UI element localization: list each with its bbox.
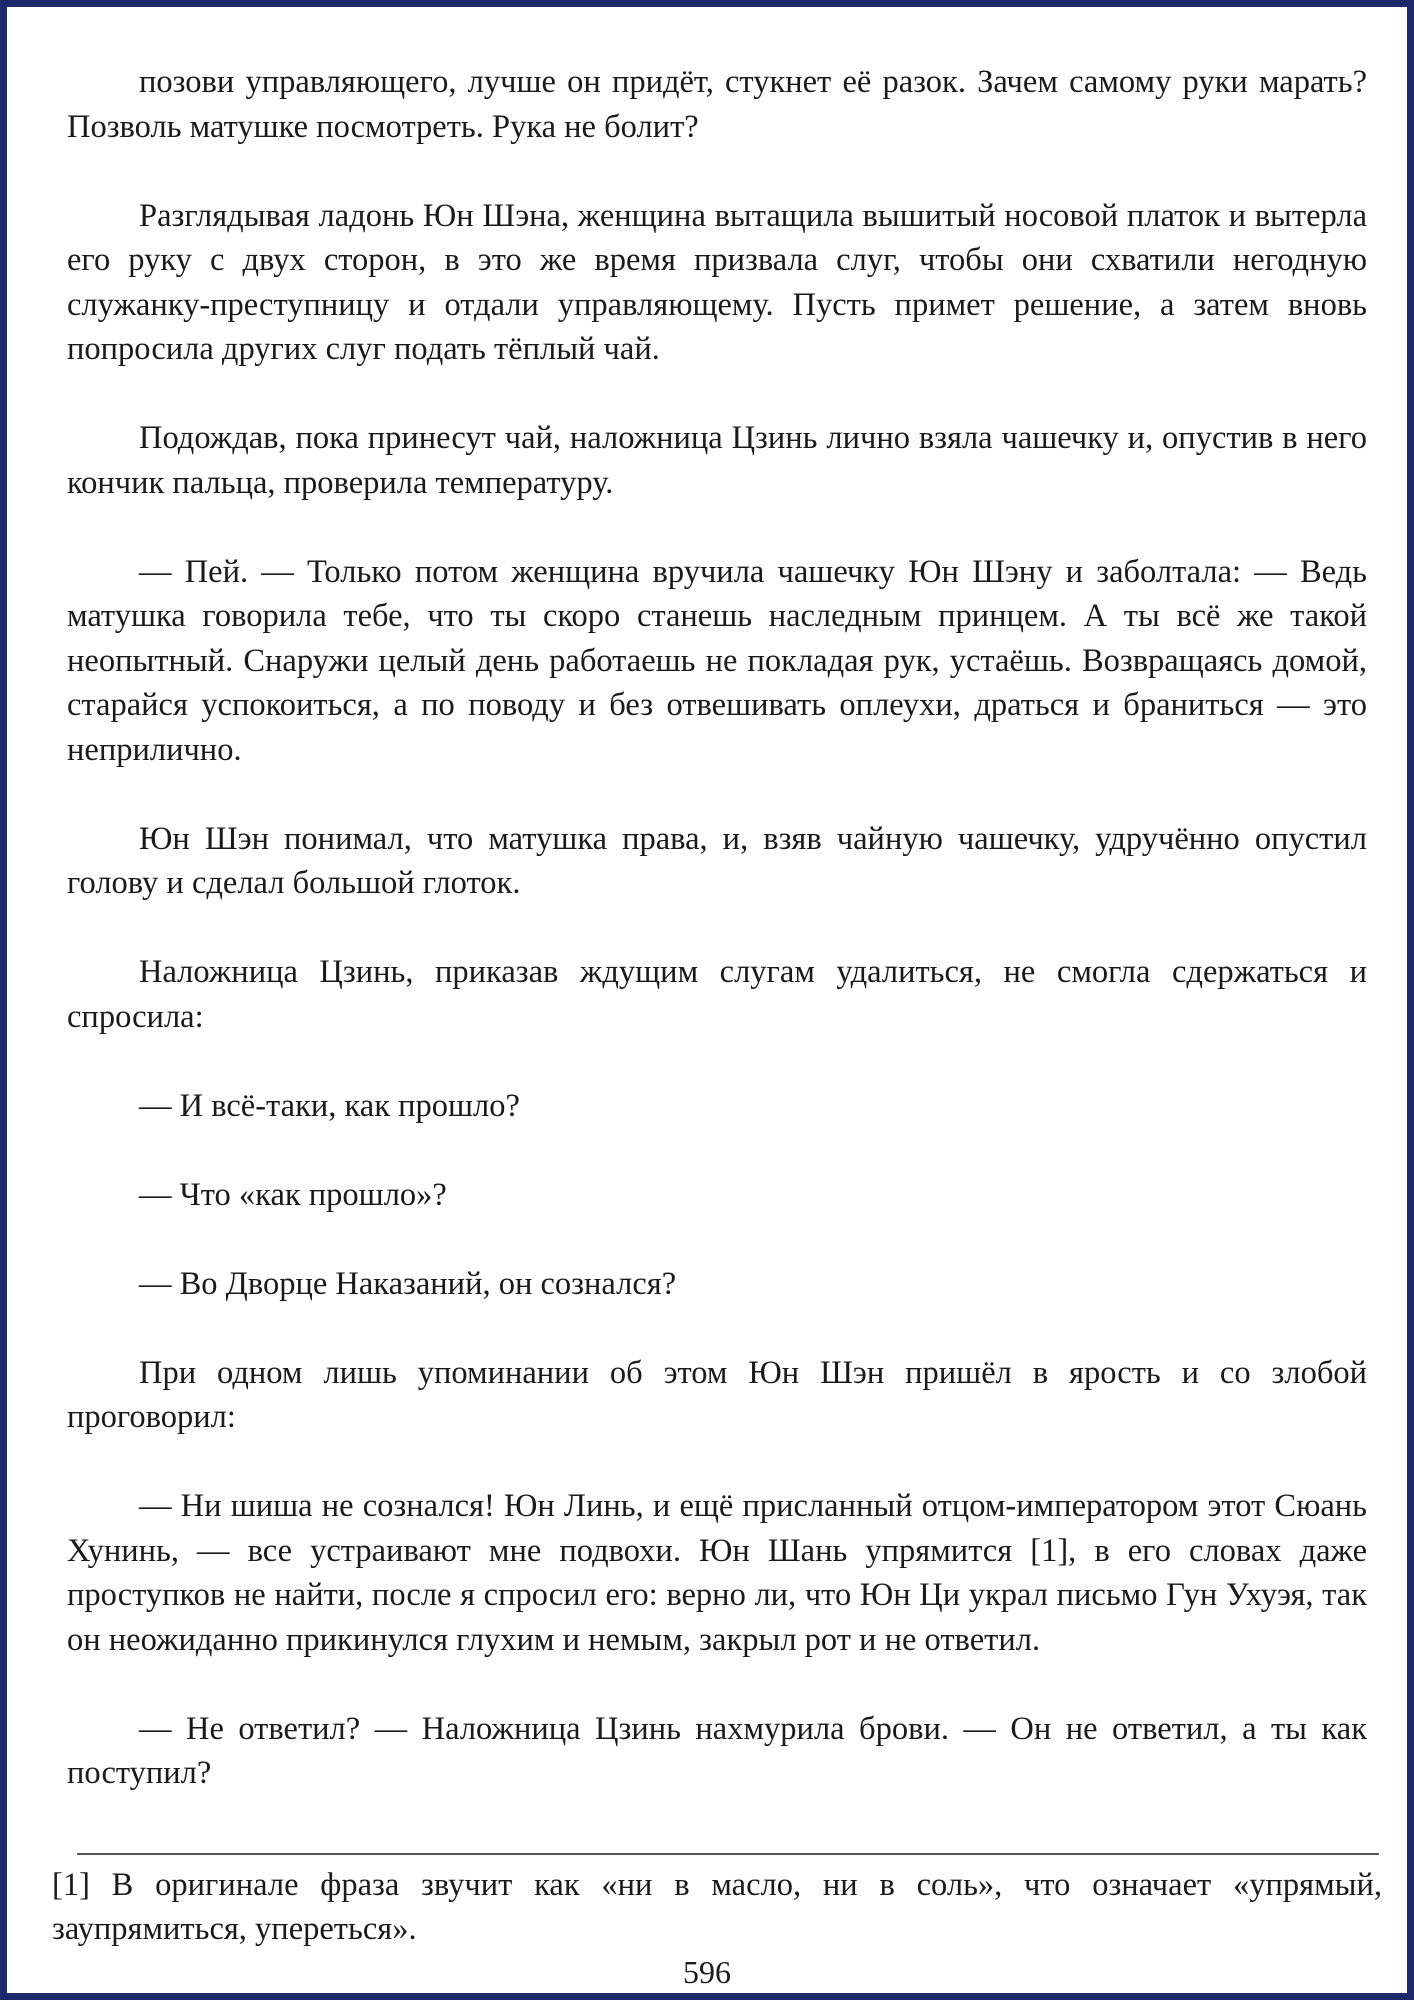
paragraph: Наложница Цзинь, приказав ждущим слугам удалиться, не смогла сдержаться и спросила: (67, 954, 1367, 1035)
footnote-divider (77, 1853, 1379, 1855)
paragraph: позови управляющего, лучше он придёт, стукнет её разок. Зачем самому руки марать? Позволь матушке посмотреть. Рука не болит? (67, 64, 1367, 145)
paragraph: — Не ответил? — Наложница Цзинь нахмурила брови. — Он не ответил, а ты как поступил? (67, 1710, 1367, 1791)
paragraph: При одном лишь упоминании об этом Юн Шэн пришёл в ярость и со злобой проговорил: (67, 1354, 1367, 1435)
paragraph: Разглядывая ладонь Юн Шэна, женщина вытащила вышитый носовой платок и вытерла его руку с двух сторон, в это же время призвала слуг, чтобы они схватили негодную служанку-преступницу и отдали управляющему. Пусть примет решение, а затем вновь попросила других слуг подать тёплый чай. (67, 197, 1367, 367)
body-text (67, 60, 1367, 1796)
paragraph: — Пей. — Только потом женщина вручила чашечку Юн Шэну и заболтала: — Ведь матушка говорила тебе, что ты скоро станешь наследным принцем. А ты всё же такой неопытный. Снаружи целый день работаешь не покладая рук, устаёшь. Возвращаясь домой, старайся успокоиться, а по поводу и без отвешивать оплеухи, драться и браниться — это неприлично. (67, 553, 1367, 768)
paragraph: Юн Шэн понимал, что матушка права, и, взяв чайную чашечку, удручённо опустил голову и сделал большой глоток. (67, 820, 1367, 901)
page-number: 596 (683, 1954, 731, 1990)
paragraph: — Ни шиша не сознался! Юн Линь, и ещё присланный отцом-императором этот Сюань Хунинь, — все устраивают мне подвохи. Юн Шань упрямится [1], в его словах даже проступков не найти, после я спросил его: верно ли, что Юн Ци украл письмо Гун Ухуэя, так он неожиданно прикинулся глухим и немым, закрыл рот и не ответил. (67, 1488, 1367, 1658)
page (7, 7, 1407, 1993)
footnote: [1] В оригинале фраза звучит как «ни в масло, ни в соль», что означает «упрямый, заупрямиться, упереться». (52, 1867, 1382, 1947)
paragraph: — И всё-таки, как прошло? (139, 1087, 520, 1124)
paragraph: — Во Дворце Наказаний, он сознался? (139, 1265, 677, 1302)
paragraph: — Что «как прошло»? (139, 1176, 447, 1213)
paragraph: Подождав, пока принесут чай, наложница Цзинь лично взяла чашечку и, опустив в него кончик пальца, проверила температуру. (67, 420, 1367, 501)
